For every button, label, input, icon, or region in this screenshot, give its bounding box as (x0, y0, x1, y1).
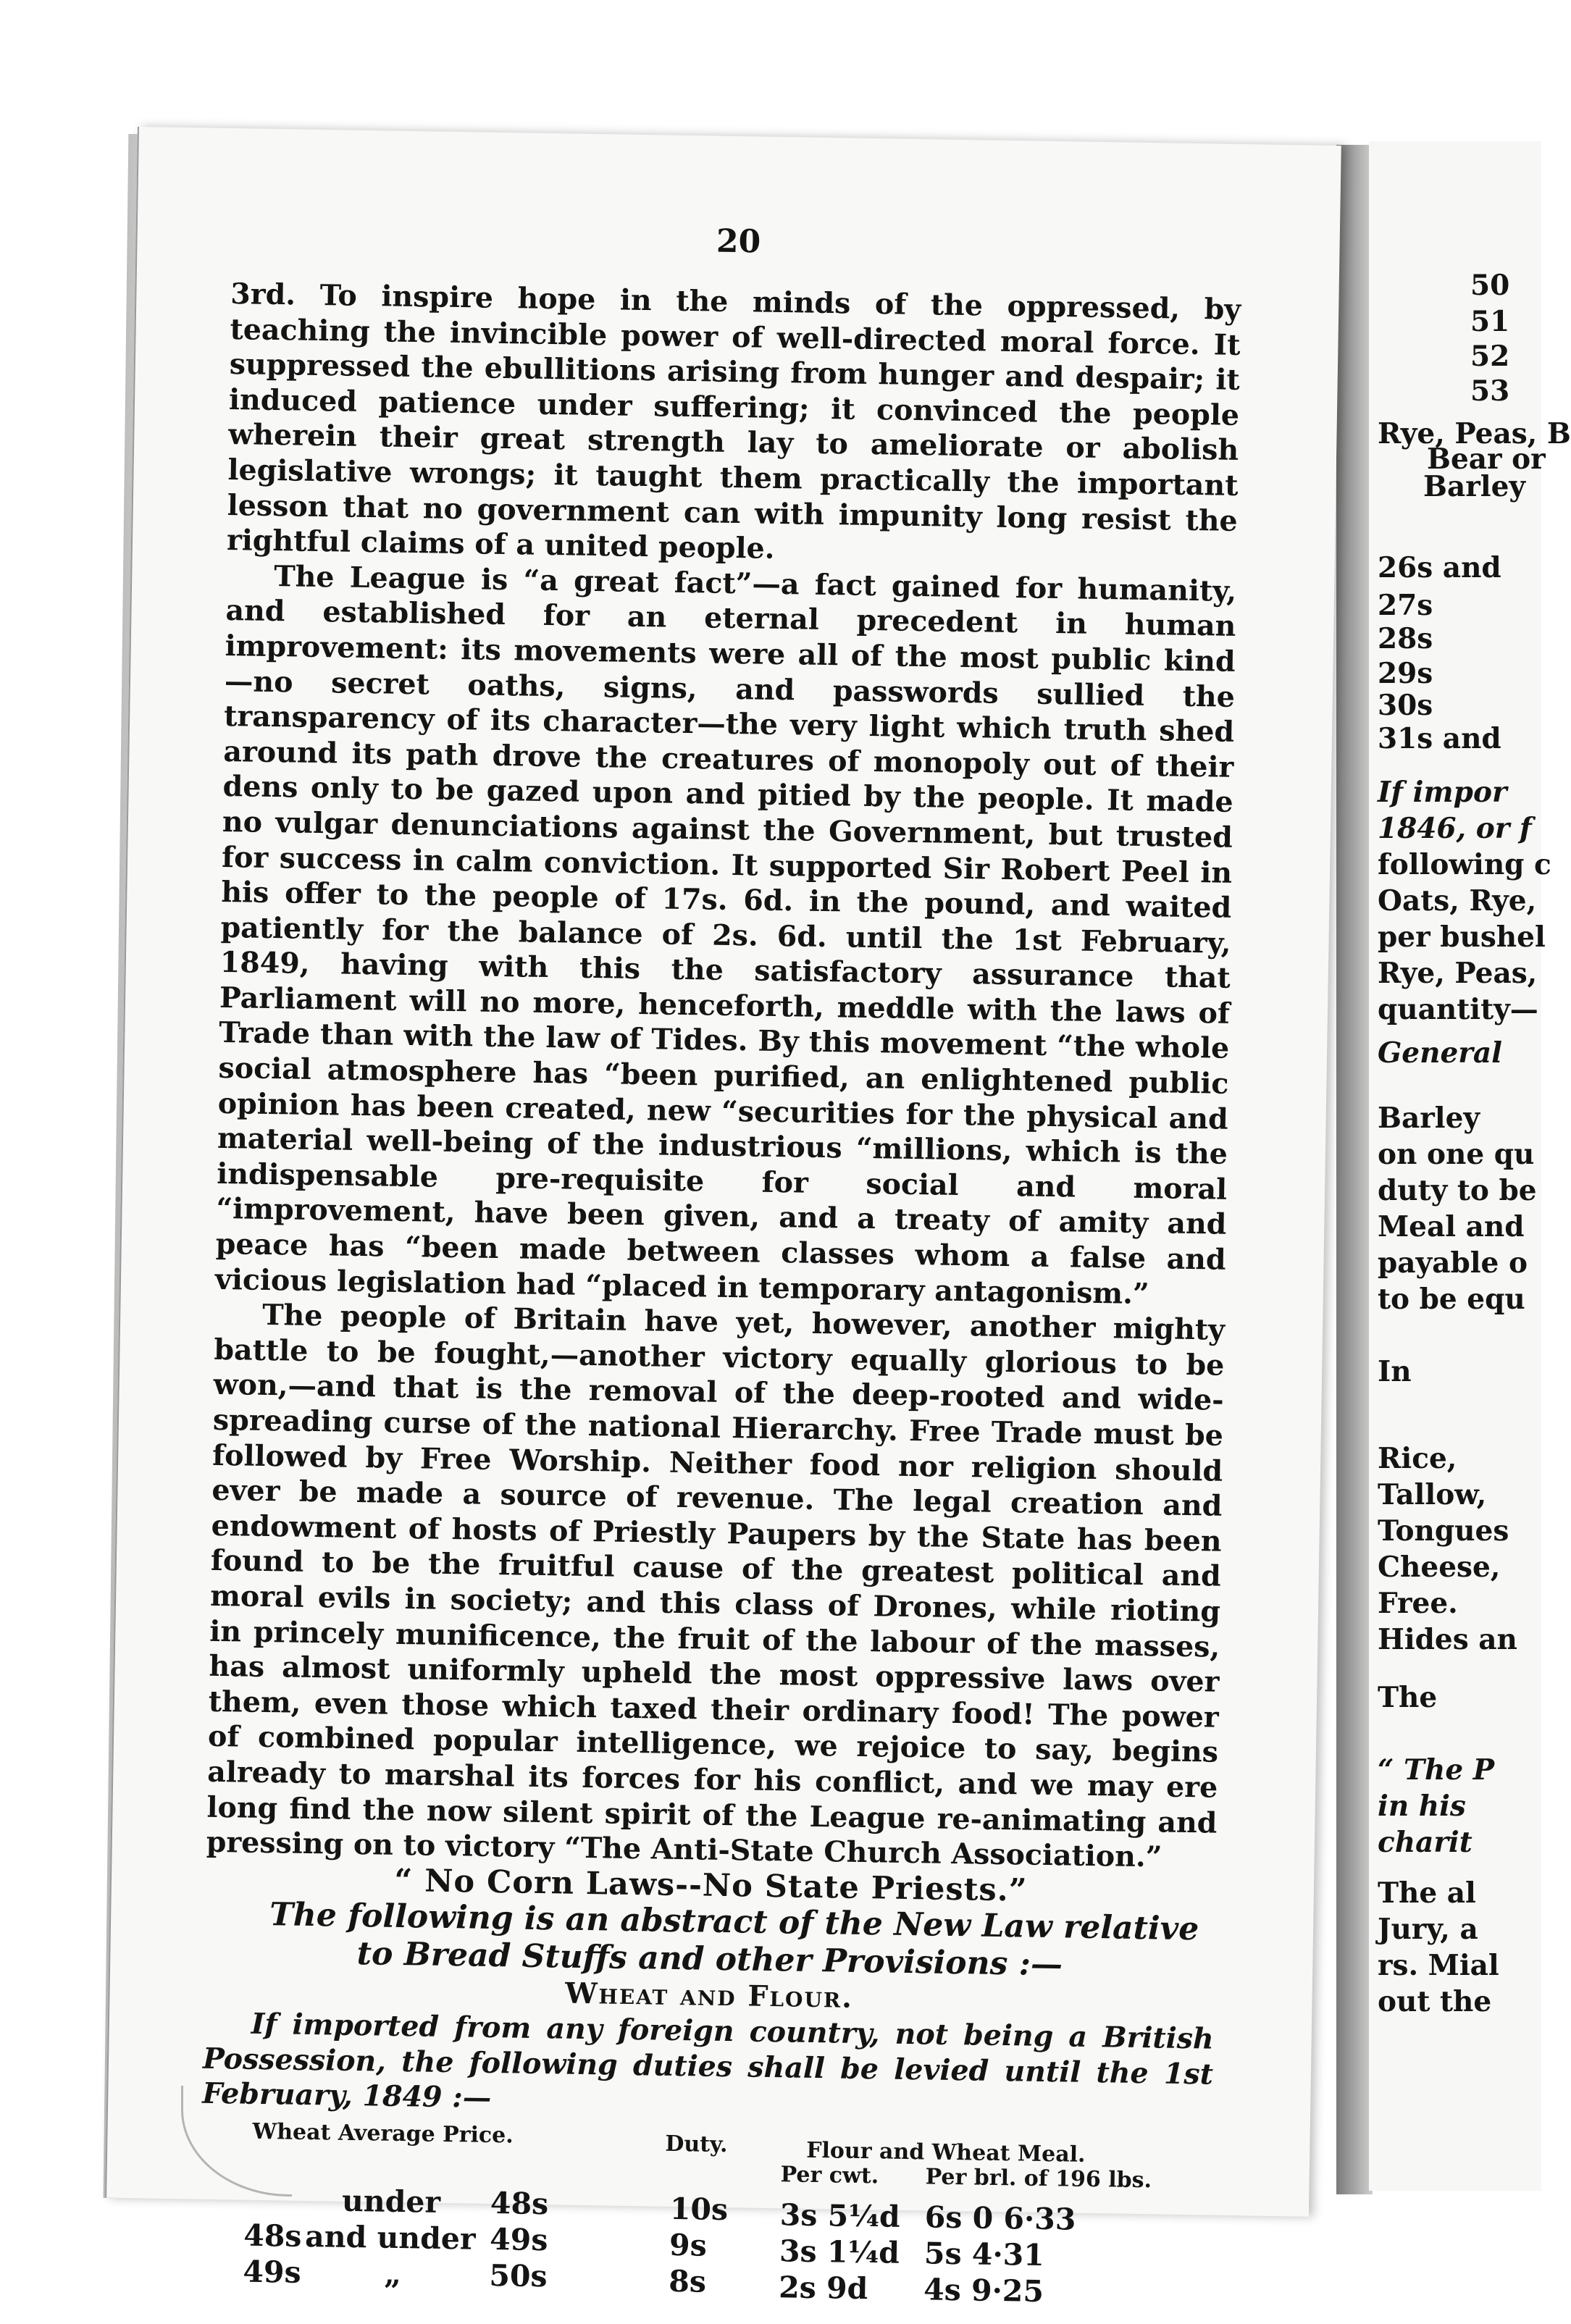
facing-page (1369, 141, 1571, 2191)
row1-cwt: 3s 5¼d (779, 2197, 901, 2234)
duty-table (199, 2118, 1212, 2323)
facing-page-line: Rye, Peas, (1378, 957, 1538, 990)
row3-to: 50s (489, 2257, 548, 2294)
facing-page-line: per bushel (1378, 920, 1546, 954)
row1-brl: 6s 0 6·33 (924, 2199, 1076, 2237)
slogan: “ No Corn Laws--No State Priests.” (394, 1862, 1028, 1909)
row2-from: 48s (243, 2218, 302, 2254)
row1-to: 48s (490, 2185, 549, 2221)
facing-page-line: charit (1378, 1826, 1472, 1859)
row3-cwt: 2s 9d (778, 2269, 868, 2306)
facing-page-line: in his (1378, 1790, 1466, 1823)
section-heading: Wheat and Flour. (564, 1976, 854, 2015)
facing-page-line: payable o (1378, 1246, 1528, 1280)
facing-page-line: duty to be (1378, 1174, 1537, 1207)
facing-page-line: 31s and (1378, 722, 1501, 755)
facing-page-line: Hides an (1378, 1623, 1517, 1656)
facing-page-line: 28s (1378, 622, 1433, 655)
facing-page-line: 52 (1470, 340, 1510, 373)
facing-page-line: following c (1378, 848, 1551, 881)
facing-page-line: Jury, a (1378, 1913, 1478, 1946)
facing-page-line: 50 (1470, 269, 1510, 302)
row1-duty: 10s (669, 2191, 729, 2227)
row2-brl: 5s 4·31 (923, 2236, 1045, 2273)
facing-page-line: Tongues (1378, 1514, 1509, 1548)
row2-connector: and under (304, 2218, 476, 2257)
facing-page-line: out the (1378, 1985, 1492, 2018)
row3-duty: 8s (668, 2263, 707, 2299)
header-per-brl: Per brl. of 196 lbs. (925, 2164, 1152, 2194)
facing-page-line: Free. (1378, 1587, 1458, 1620)
duty-intro: If imported from any foreign country, not being a British Possession, the following duties shall be levied until the 1st February, 1849 :— (201, 2007, 1215, 2115)
header-duty: Duty. (665, 2131, 728, 2157)
row2-cwt: 3s 1¼d (779, 2233, 900, 2270)
book-page (105, 127, 1341, 2309)
row2-to: 49s (489, 2221, 548, 2257)
abstract-heading: The following is an abstract of the New Law relative to Bread Stuffs and other Provisions :— (269, 1896, 1199, 1984)
facing-page-line: In (1378, 1355, 1412, 1388)
page-number: 20 (716, 222, 761, 261)
facing-page-line: Cheese, (1378, 1551, 1501, 1584)
header-flour: Flour and Wheat Meal. (805, 2137, 1086, 2168)
facing-page-line: 26s and (1378, 551, 1501, 584)
facing-page-line: on one qu (1378, 1138, 1535, 1171)
paragraph-league: The League is “a great fact”—a fact gained for humanity, and established for an eternal precedent in human improvement: its movements were all of the most public kind—no secret oaths, signs, and passwords sullied the transparency of its character—the very light which truth shed around its path drove the creatures of monopoly out of their dens only to be gazed upon and pitied by the people. It made no vulgar denunciations against the Government, but trusted for success in calm conviction. It supported Sir Robert Peel in his offer to the people of 17s. 6d. in the pound, and waited patiently for the balance of 2s. 6d. until the 1st February, 1849, having with this the satisfactory assurance that Parliament will no more, henceforth, meddle with the laws of Trade than with the law of Tides. By this movement “the whole social atmosphere has “been purified, an enlightened public opinion has been created, new “securities for the physical and material well-being of the industrious “millions, which is the indispensable pre-requisite for social and moral “improvement, have been given, and a treaty of amity and peace has “been made between classes whom a false and vicious legislation had “placed in temporary antagonism.” (214, 559, 1237, 1311)
facing-page-line: Bear or (1427, 442, 1546, 476)
header-wheat-price: Wheat Average Price. (252, 2118, 514, 2149)
facing-page-line: 29s (1378, 657, 1433, 690)
facing-page-line: “ The P (1378, 1753, 1495, 1787)
paragraph-third-object: 3rd. To inspire hope in the minds of the oppressed, by teaching the invincible power of well-directed moral force. It suppressed the ebullitions arising from hunger and despair; it induced patience under suffering; it convinced the people wherein their great strength lay to ameliorate or abolish legislative wrongs; it taught them practically the important lesson that no government can with impunity long resist the rightful claims of a united people. (226, 277, 1241, 566)
page-text (199, 277, 1241, 2323)
row1-connector: under (341, 2183, 441, 2220)
row3-connector: „ (384, 2256, 402, 2291)
facing-page-line: The (1378, 1681, 1438, 1714)
facing-page-line: 27s (1378, 589, 1433, 622)
facing-page-line: to be equ (1378, 1283, 1525, 1316)
facing-page-line: Barley (1423, 470, 1526, 503)
paragraph-hierarchy: The people of Britain have yet, however, another mighty battle to be fought,—another victory equally glorious to be won,—and that is the removal of the deep-rooted and wide-spreading curse of the national Hierarchy. Free Trade must be followed by Free Worship. Neither food nor religion should ever be made a source of revenue. The legal creation and endowment of hosts of Priestly Paupers by the State has been found to be the fruitful cause of the greatest political and moral evils in society; and this class of Drones, while rioting in princely munificence, the fruit of the labour of the masses, has almost uniformly upheld the most oppressive laws over them, even those which taxed their ordinary food! The power of combined popular intelligence, we rejoice to say, begins already to marshal its forces for his conflict, and we may ere long find the now silent spirit of the League re-animating and pressing on to victory “The Anti-State Church Association.” (206, 1299, 1226, 1874)
facing-page-line: Oats, Rye, (1378, 884, 1537, 918)
facing-page-line: Rice, (1378, 1442, 1457, 1475)
row2-duty: 9s (669, 2227, 708, 2263)
facing-page-line: 1846, or f (1378, 812, 1532, 845)
facing-page-line: quantity— (1378, 993, 1538, 1026)
facing-page-line: Meal and (1378, 1210, 1525, 1243)
header-per-cwt: Per cwt. (780, 2161, 879, 2189)
row3-brl: 4s 9·25 (923, 2272, 1044, 2309)
facing-page-line: rs. Mial (1378, 1949, 1499, 1982)
facing-page-line: If impor (1378, 776, 1507, 809)
row3-from: 49s (243, 2254, 302, 2290)
facing-page-line: The al (1378, 1876, 1476, 1910)
facing-page-line: General (1378, 1036, 1502, 1070)
facing-page-line: Barley (1378, 1102, 1480, 1135)
facing-page-line: 30s (1378, 689, 1433, 722)
facing-page-line: Rye, Peas, B (1378, 417, 1571, 450)
facing-page-line: Tallow, (1378, 1478, 1487, 1511)
facing-page-line: 53 (1470, 374, 1510, 408)
book-gutter (1336, 145, 1373, 2194)
facing-page-line: 51 (1470, 305, 1510, 338)
